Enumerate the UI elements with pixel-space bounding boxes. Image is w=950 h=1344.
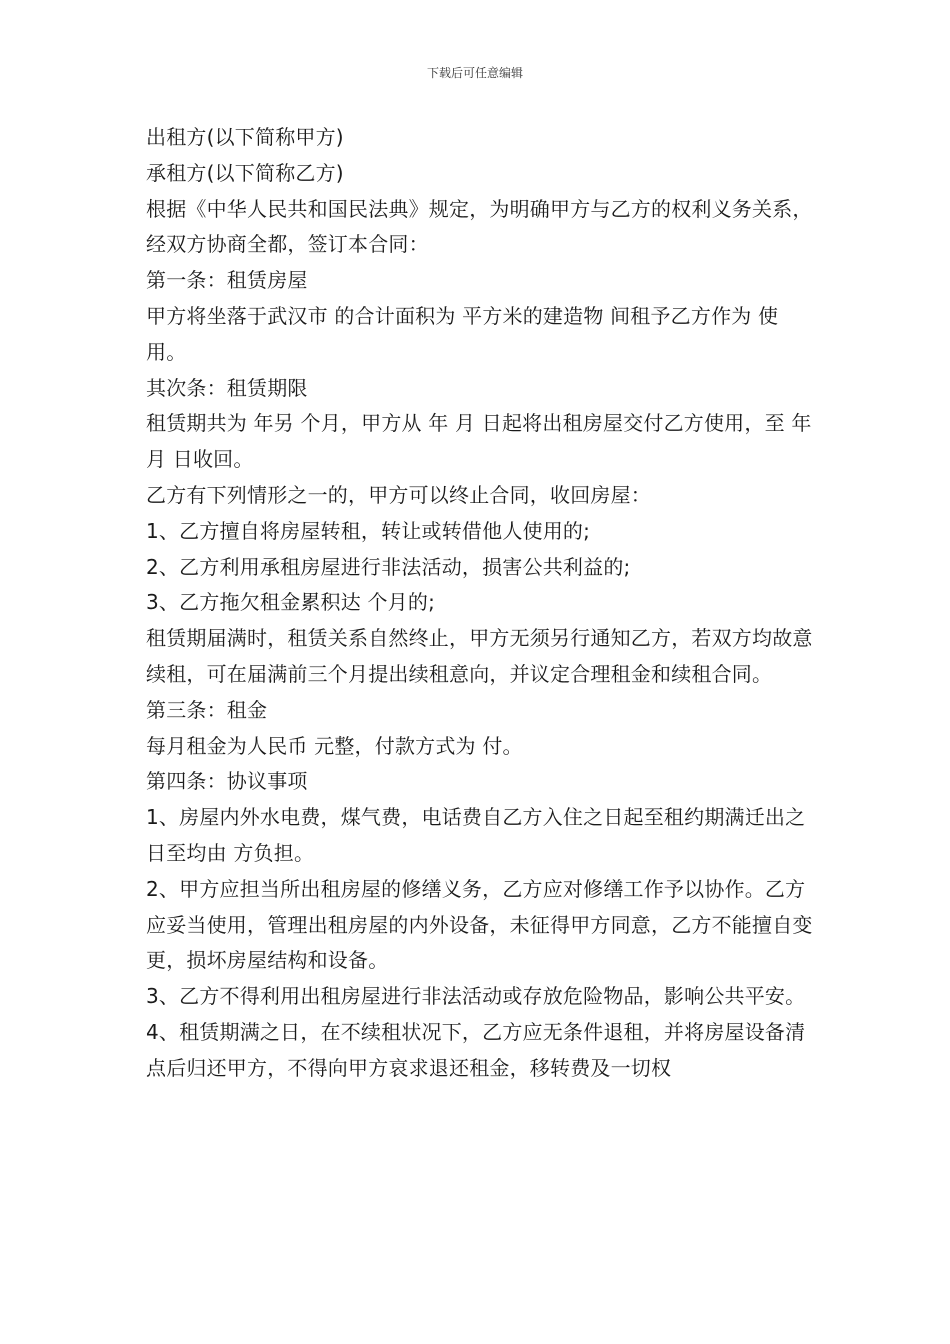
list-item-agreement-2: 2、甲方应担当所出租房屋的修缮义务，乙方应对修缮工作予以协作。乙方应妥当使用，管理出租房屋的内外设备，未征得甲方同意，乙方不能擅自变更，损坏房屋结构和设备。 xyxy=(146,876,813,973)
list-item-agreement-4: 4、租赁期满之日，在不续租状况下，乙方应无条件退租，并将房屋设备清点后归还甲方，不得向甲方哀求退还租金，移转费及一切权 xyxy=(146,1019,806,1080)
paragraph-lease-term: 租赁期共为 年另 个月，甲方从 年 月 日起将出租房屋交付乙方使用，至 年 月 日收回。 xyxy=(146,411,812,472)
paragraph-lessee: 承租方(以下简称乙方) xyxy=(146,160,344,185)
paragraph-termination: 乙方有下列情形之一的，甲方可以终止合同，收回房屋： xyxy=(146,482,651,507)
heading-article-2: 其次条：租赁期限 xyxy=(146,375,308,400)
contract-body xyxy=(146,120,816,1087)
paragraph-preamble: 根据《中华人民共和国民法典》规定，为明确甲方与乙方的权利义务关系，经双方协商全都，签订本合同： xyxy=(146,196,813,257)
list-item-termination-1: 1、乙方擅自将房屋转租，转让或转借他人使用的; xyxy=(146,518,591,543)
heading-article-4: 第四条：协议事项 xyxy=(146,769,308,794)
list-item-termination-2: 2、乙方利用承租房屋进行非法活动，损害公共利益的; xyxy=(146,554,631,579)
paragraph-rent: 每月租金为人民币 元整，付款方式为 付。 xyxy=(146,733,523,758)
heading-article-1: 第一条：租赁房屋 xyxy=(146,268,308,293)
paragraph-lease-expiry: 租赁期届满时，租赁关系自然终止，甲方无须另行通知乙方，若双方均故意续租，可在届满前三个月提出续租意向，并议定合理租金和续租合同。 xyxy=(146,626,813,686)
list-item-termination-3: 3、乙方拖欠租金累积达 个月的; xyxy=(146,590,436,615)
header-note: 下载后可任意编辑 xyxy=(426,66,523,80)
list-item-agreement-3: 3、乙方不得利用出租房屋进行非法活动或存放危险物品，影响公共平安。 xyxy=(146,984,806,1009)
paragraph-lessor: 出租方(以下简称甲方) xyxy=(146,125,344,149)
list-item-agreement-1: 1、房屋内外水电费，煤气费，电话费自乙方入住之日起至租约期满迁出之日至均由 方负担。 xyxy=(146,805,806,865)
heading-article-3: 第三条：租金 xyxy=(146,697,268,722)
paragraph-article-1: 甲方将坐落于武汉市 的合计面积为 平方米的建造物 间租予乙方作为 使用。 xyxy=(146,303,779,364)
